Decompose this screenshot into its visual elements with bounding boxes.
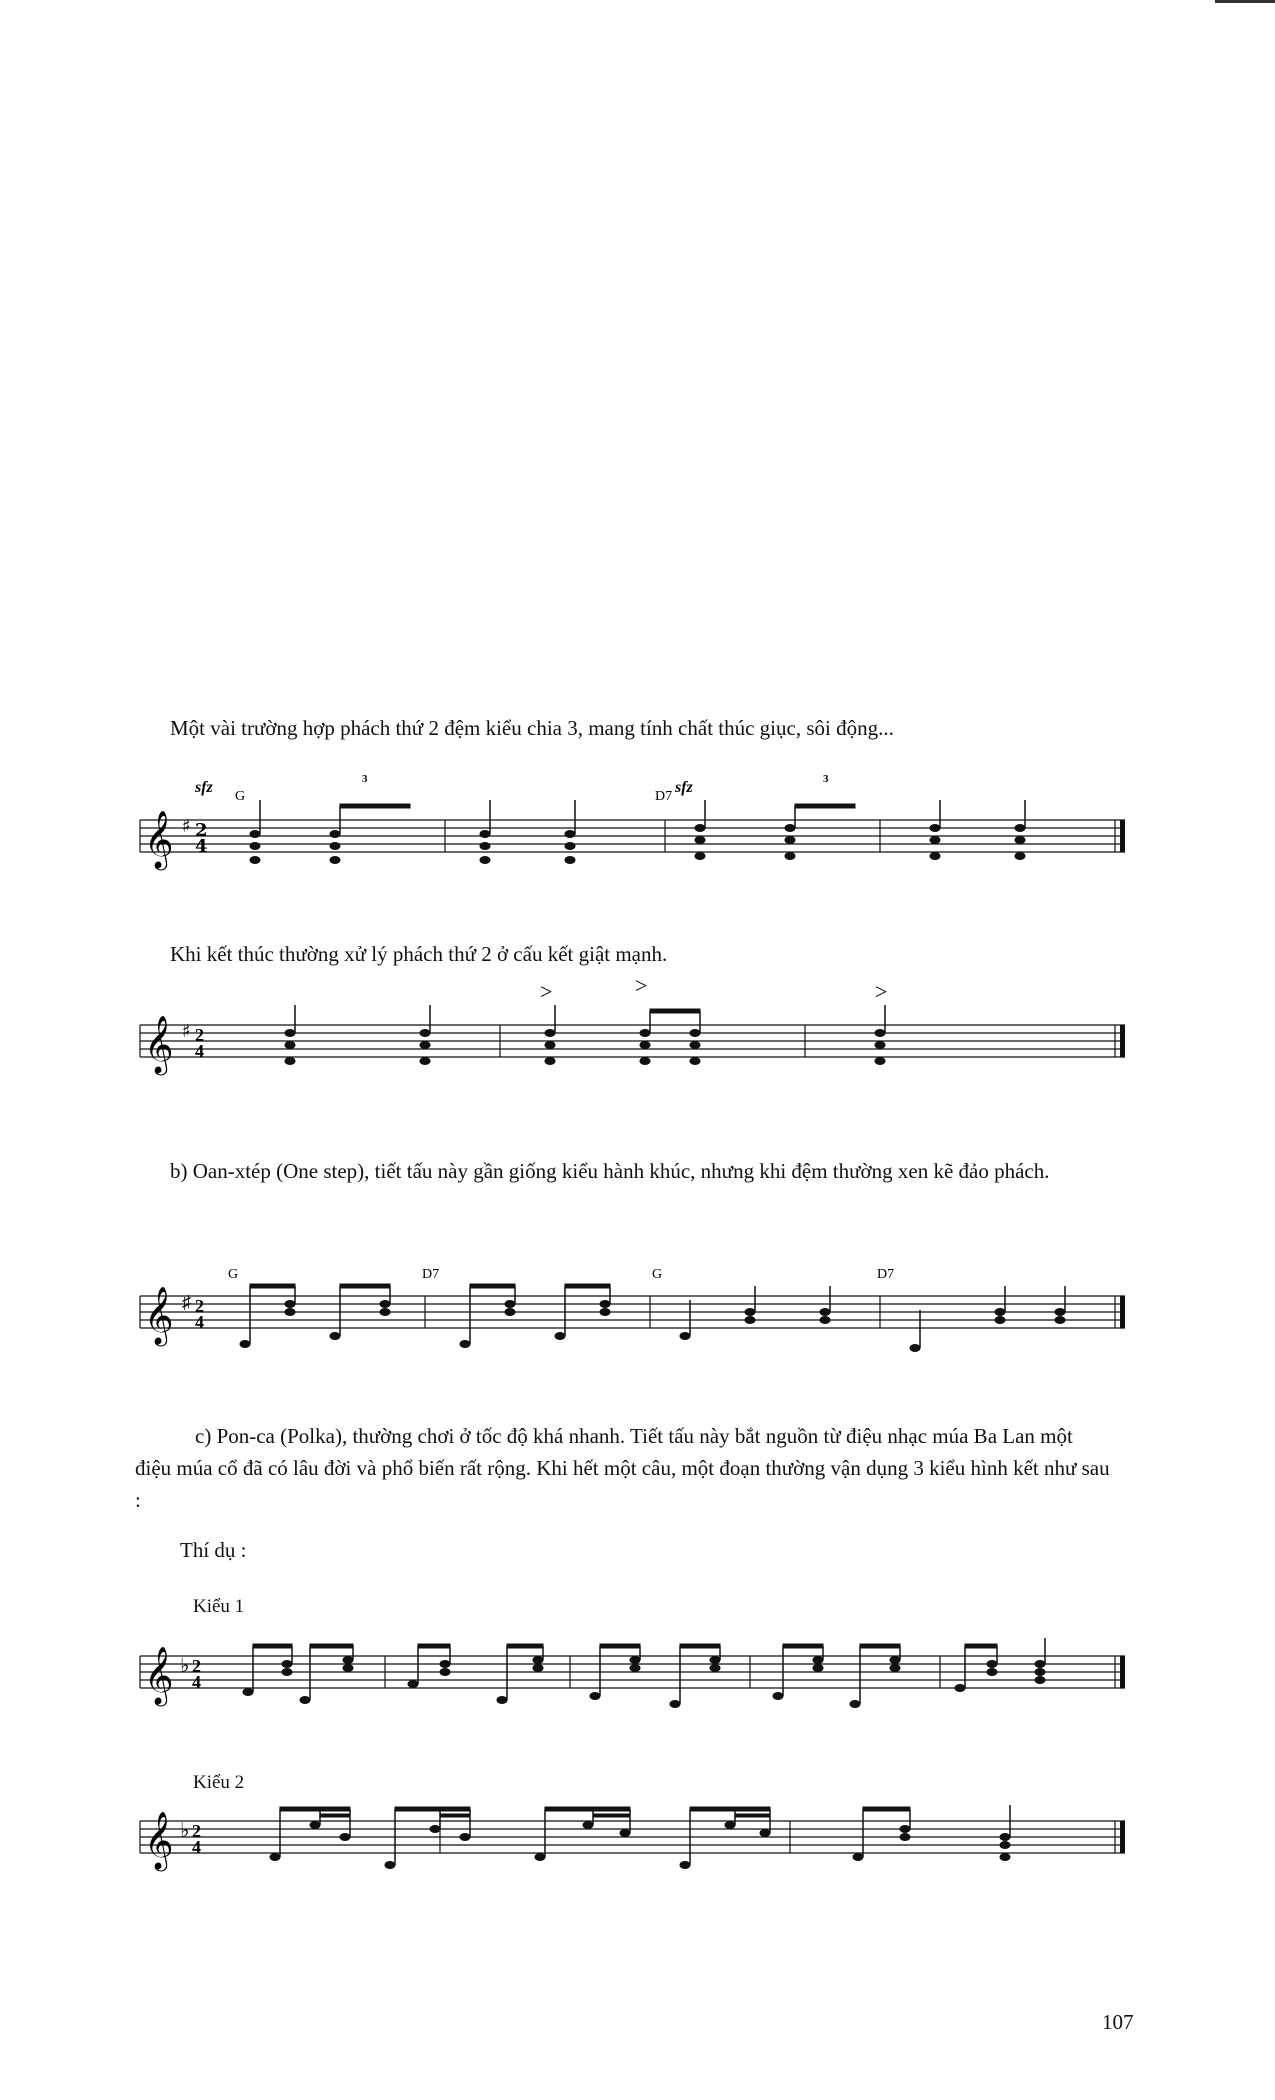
staff-notes (243, 1638, 1045, 1708)
treble-clef-icon: 𝄞 (144, 1646, 174, 1704)
key-signature: ♭ (180, 1820, 190, 1842)
treble-clef-icon: 𝄞 (144, 810, 174, 868)
staff-notes (285, 1005, 885, 1065)
time-signature-bottom: 4 (195, 1312, 204, 1332)
chord-symbol: D7 (877, 1267, 895, 1282)
time-signature-top: 2 (195, 1025, 204, 1045)
key-signature: ♭ (180, 1655, 190, 1677)
accent-mark: > (875, 979, 888, 1004)
style-1-label: Kiểu 1 (193, 1596, 245, 1617)
ending-text: Khi kết thúc thường xử lý phách thứ 2 ở cấu kết giật mạnh. (170, 942, 668, 966)
staff-ending-example (140, 973, 1130, 1095)
key-signature: ♯ (182, 1021, 191, 1042)
time-signature-bottom: 4 (192, 1672, 201, 1692)
treble-clef-icon: 𝄞 (144, 1811, 174, 1869)
tuplet-number: 3 (823, 773, 829, 785)
chord-symbol: G (228, 1267, 239, 1282)
treble-clef-icon: 𝄞 (144, 1286, 174, 1344)
example-label: Thí dụ : (180, 1538, 247, 1562)
intro-second-beat-text: Một vài trường hợp phách thứ 2 đệm kiểu chia 3, mang tính chất thúc giục, sôi động... (170, 716, 894, 740)
staff-triplet-example (140, 770, 1130, 880)
style-2-label: Kiểu 2 (193, 1772, 245, 1793)
polka-text: c) Pon-ca (Polka), thường chơi ở tốc độ khá nhanh. Tiết tấu này bắt nguồn từ điệu nhạc múa Ba Lan một điệu múa cổ đã có lâu đời và phổ biến rất rộng. Khi hết một câu, một đoạn thường vận dụng 3 kiểu hình kết như sau : (135, 1424, 1110, 1512)
dynamic-sfz: sfz (675, 779, 693, 796)
treble-clef-icon: 𝄞 (144, 1015, 174, 1073)
scan-edge-mark (1215, 0, 1275, 3)
accent-mark: > (635, 973, 648, 998)
chord-symbol: D7 (422, 1267, 440, 1282)
time-signature-top: 2 (195, 1296, 204, 1316)
time-signature-top: 2 (192, 1821, 201, 1841)
one-step-text: b) Oan-xtép (One step), tiết tấu này gần giống kiểu hành khúc, nhưng khi đệm thường xen kẽ đảo phách. (170, 1159, 1050, 1183)
staff-notes (240, 1284, 1065, 1352)
chord-symbol: G (652, 1267, 663, 1282)
key-signature: ♯ (182, 1292, 191, 1312)
staff-polka-style-2 (140, 1785, 1130, 1895)
time-signature-top: 2 (195, 820, 208, 841)
staff-one-step-example (140, 1260, 1130, 1370)
chord-symbol: D7 (655, 789, 673, 804)
staff-polka-style-1 (140, 1620, 1130, 1730)
time-signature-top: 2 (192, 1656, 201, 1676)
tuplet-number: 3 (362, 773, 368, 785)
staff-notes (250, 800, 1025, 864)
time-signature-bottom: 4 (195, 836, 208, 857)
dynamic-sfz: sfz (195, 779, 213, 796)
time-signature-bottom: 4 (192, 1837, 201, 1857)
chord-symbol: G (235, 789, 246, 804)
page-number: 107 (1102, 2010, 1134, 2034)
key-signature: ♯ (182, 816, 191, 837)
accent-mark: > (540, 979, 553, 1004)
time-signature-bottom: 4 (195, 1041, 204, 1061)
